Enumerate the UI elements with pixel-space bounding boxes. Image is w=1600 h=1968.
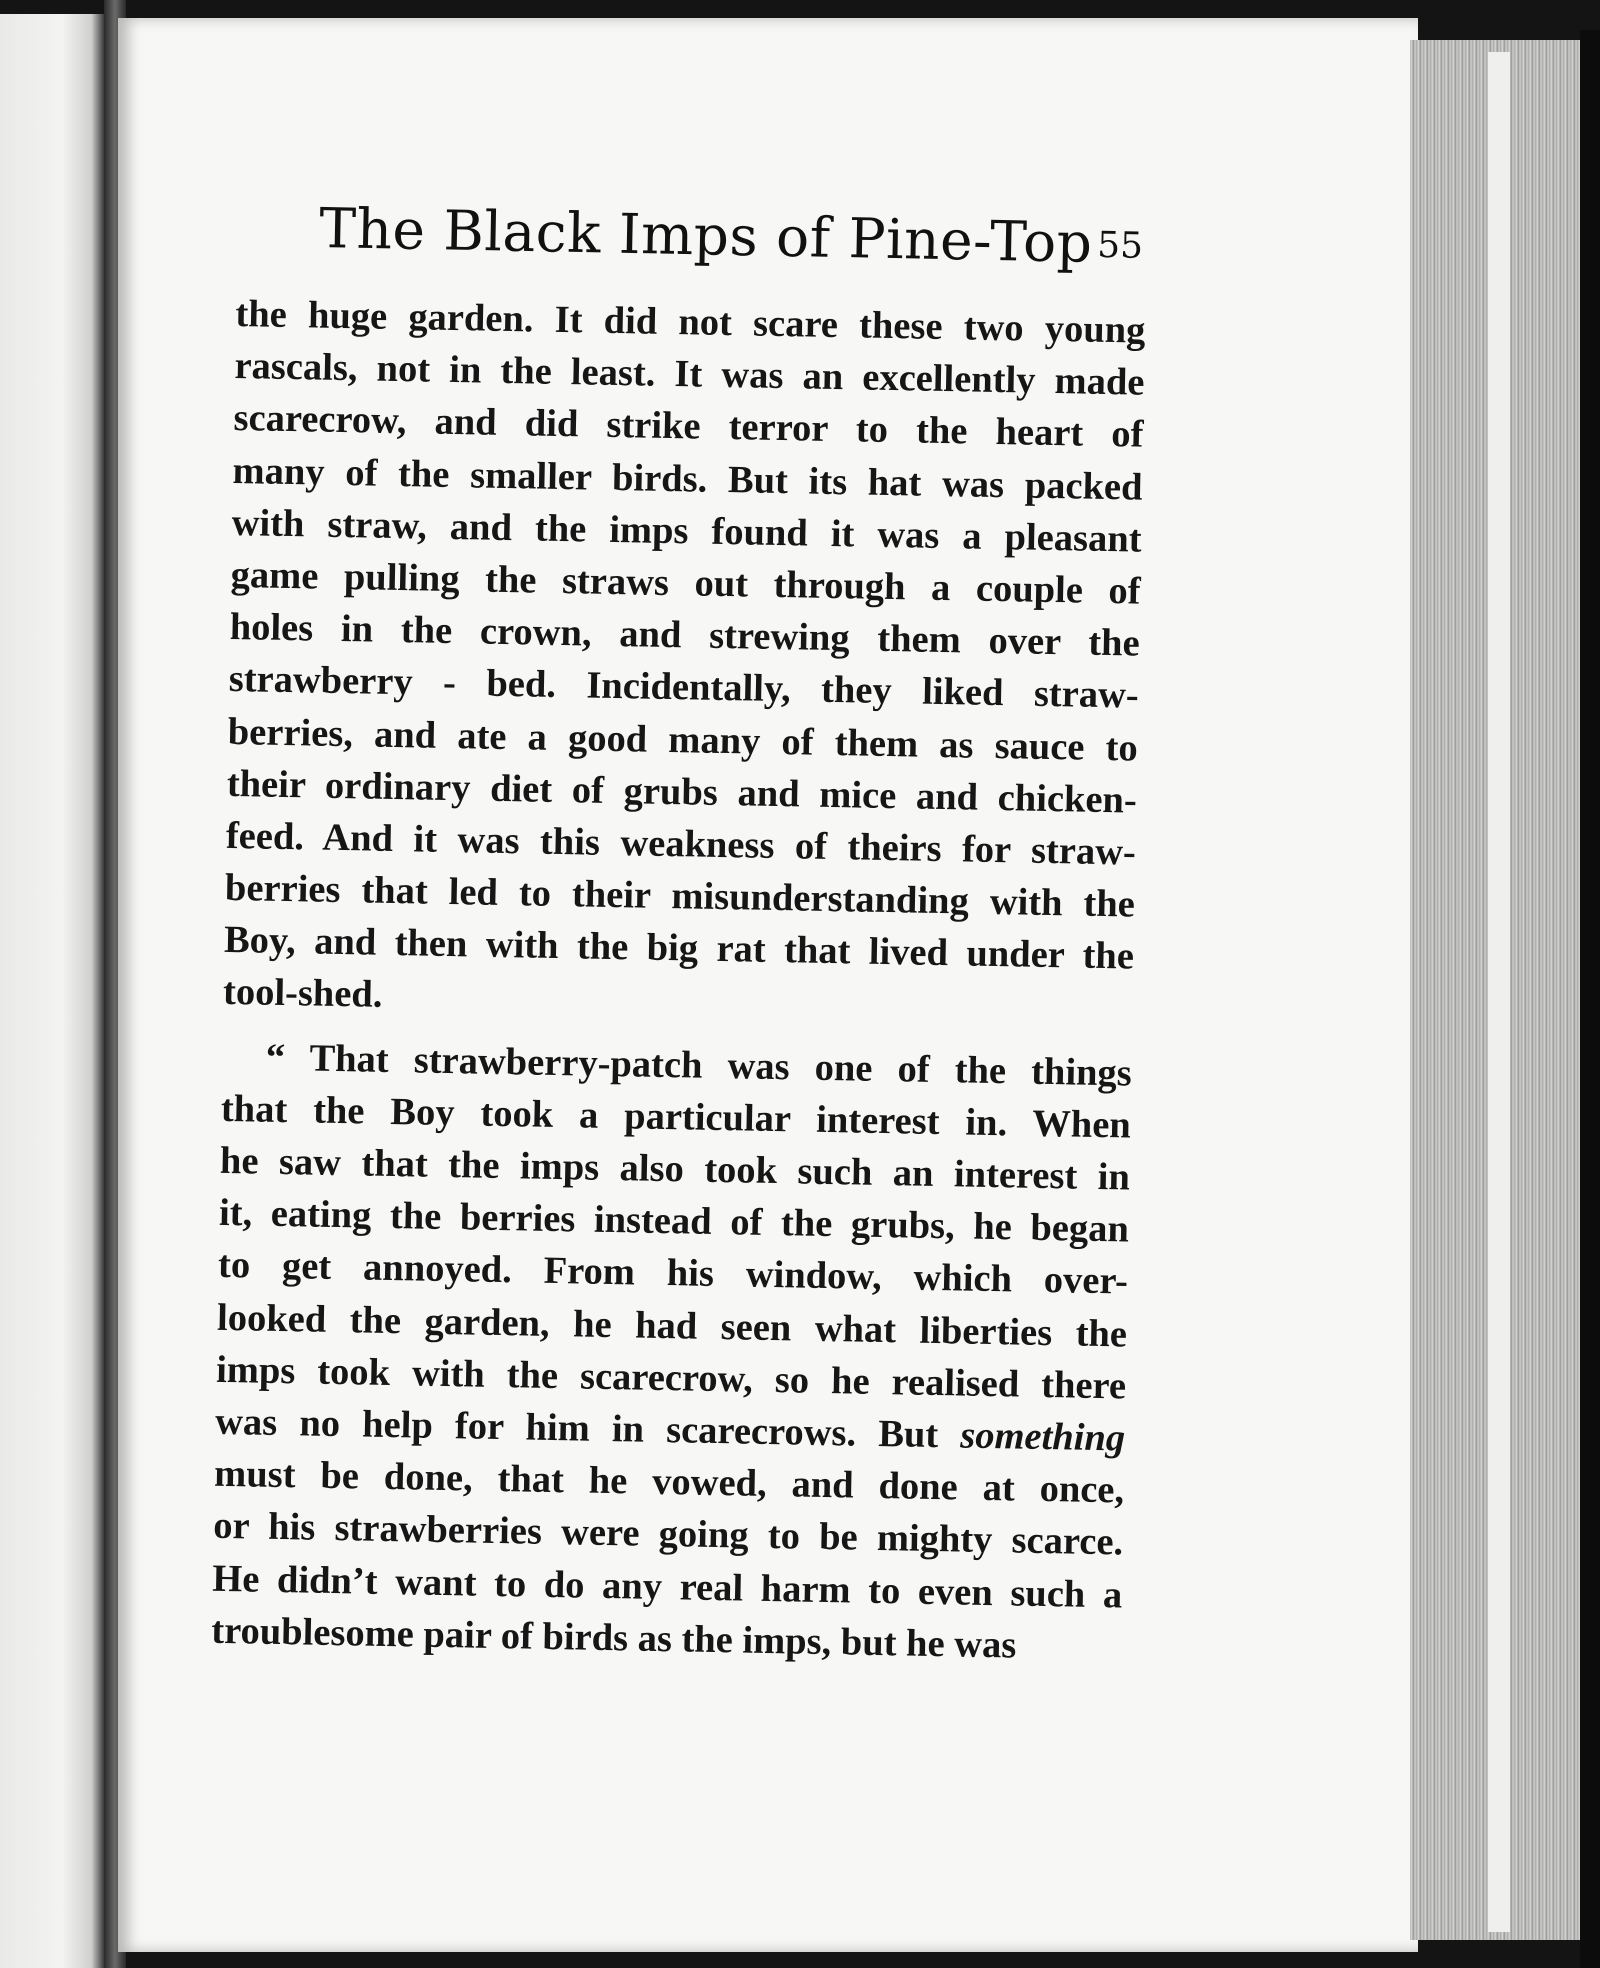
text-line: game pulling the straws out through a couple of: [230, 553, 1141, 613]
text-line: feed. And it was this weakness of theirs for straw-: [225, 814, 1137, 874]
chapter-title: The Black Imps of Pine-Top: [318, 196, 1094, 275]
text-line: the huge garden. It did not scare these two young: [235, 292, 1146, 352]
page-edges-highlight: [1488, 52, 1510, 1932]
text-line: he saw that the imps also took such an interest in: [219, 1139, 1131, 1199]
left-facing-page: [0, 14, 104, 1968]
text-line: berries, and ate a good many of them as sauce to: [227, 710, 1139, 770]
text-line: “ That strawberry-patch was one of the things: [265, 1036, 1133, 1095]
text-line: with straw, and the imps found it was a pleasant: [231, 501, 1142, 561]
text-line: berries that led to their misunderstanding with the: [224, 866, 1136, 926]
text-line: looked the garden, he had seen what liberties the: [216, 1296, 1128, 1356]
text-line: it, eating the berries instead of the grubs, he began: [218, 1192, 1130, 1251]
text-line: many of the smaller birds. But its hat was packed: [232, 449, 1143, 509]
paragraph-1: [223, 288, 1146, 1035]
text-line: must be done, that he vowed, and done at once,: [213, 1452, 1125, 1512]
text-line: that the Boy took a particular interest in. When: [220, 1087, 1132, 1147]
text-line: scarecrow, and did strike terror to the heart of: [233, 397, 1144, 457]
text-line: strawberry - bed. Incidentally, they liked straw-: [228, 658, 1140, 717]
text-line: imps took with the scarecrow, so he realised there: [215, 1348, 1127, 1408]
text-line: troublesome pair of birds as the imps, but he was: [211, 1609, 1017, 1667]
text-line: holes in the crown, and strewing them over the: [229, 606, 1141, 665]
book-cover-edge: [1580, 30, 1600, 1968]
text-line: their ordinary diet of grubs and mice and chicken-: [226, 762, 1138, 822]
emphasized-word: something: [959, 1414, 1126, 1460]
text-line: Boy, and then with the big rat that lived under the: [223, 919, 1135, 978]
paragraph-2: [211, 1031, 1132, 1674]
body-text: [211, 288, 1146, 1673]
text-line: He didn’t want to do any real harm to even such a: [211, 1557, 1123, 1616]
text-line: to get annoyed. From his window, which over-: [217, 1244, 1129, 1303]
text-line: tool-shed.: [222, 971, 383, 1017]
page-number: 55: [1096, 224, 1144, 267]
text-line: was no help for him in scarecrows. But something: [214, 1400, 1126, 1460]
text-line: or his strawberries were going to be mighty scarce.: [212, 1505, 1124, 1564]
text-line: rascals, not in the least. It was an excellently made: [234, 345, 1145, 404]
running-head: [318, 196, 1144, 292]
